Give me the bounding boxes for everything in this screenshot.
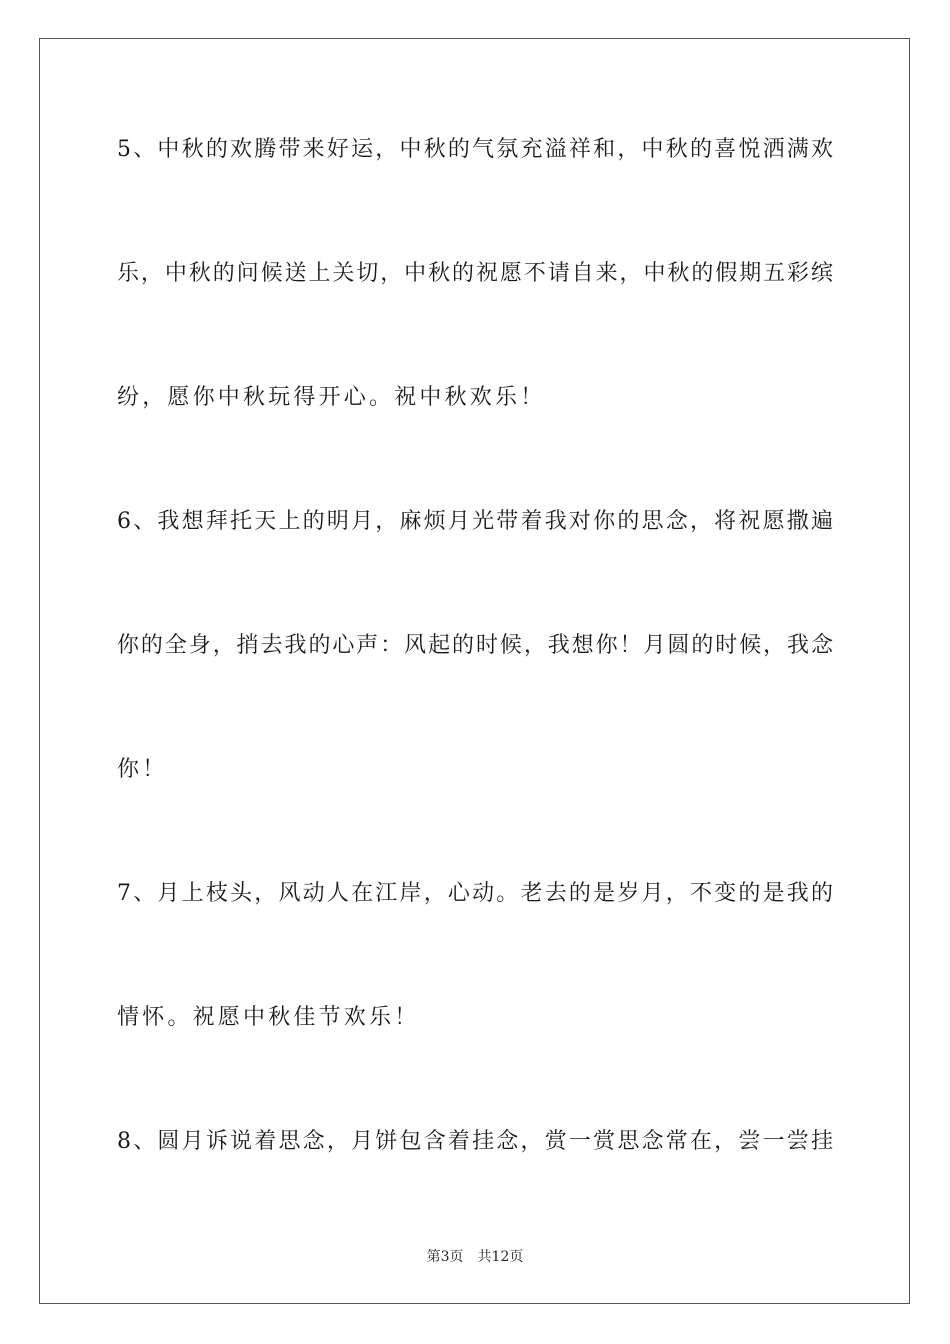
text-line: 你！	[117, 757, 168, 782]
page-number: 第3页	[426, 1249, 464, 1265]
text-line: 8、圆月诉说着思念，月饼包含着挂念，赏一赏思念常在，尝一尝挂	[117, 1129, 833, 1154]
text-line: 乐，中秋的问候送上关切，中秋的祝愿不请自来，中秋的假期五彩缤	[117, 261, 833, 286]
page-footer	[0, 1247, 950, 1267]
text-line: 纷，愿你中秋玩得开心。祝中秋欢乐！	[117, 385, 546, 410]
text-line: 7、月上枝头，风动人在江岸，心动。老去的是岁月，不变的是我的	[117, 881, 833, 906]
text-line: 5、中秋的欢腾带来好运，中秋的气氛充溢祥和，中秋的喜悦洒满欢	[117, 137, 833, 162]
text-line: 6、我想拜托天上的明月，麻烦月光带着我对你的思念，将祝愿撒遍	[117, 509, 833, 534]
page-total: 共12页	[477, 1249, 524, 1265]
text-line: 情怀。祝愿中秋佳节欢乐！	[117, 1005, 420, 1030]
text-line: 你的全身，捎去我的心声：风起的时候，我想你！月圆的时候，我念	[117, 633, 833, 658]
document-body	[117, 118, 833, 1234]
